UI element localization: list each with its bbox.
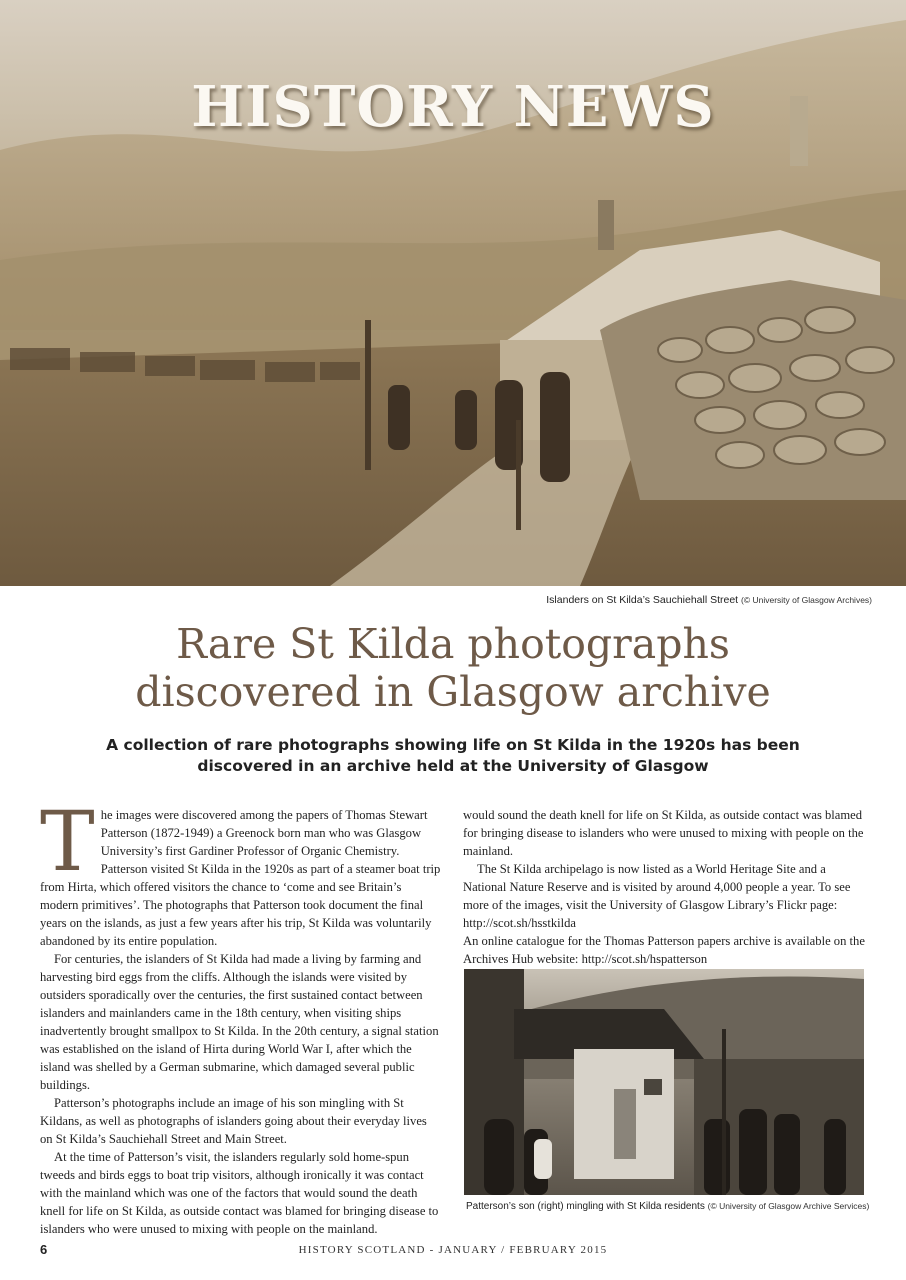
page-number: 6	[40, 1242, 48, 1257]
inset-photo	[464, 969, 864, 1195]
headline-line-2: discovered in Glasgow archive	[135, 668, 771, 716]
article-paragraph-5: The St Kilda archipelago is now listed as a World Heritage Site and a National Nature Reserve and is visited by around 4,000 people a year. To see more of the images, visit the University of Glasgow Library’s Flickr page: http://scot.sh/hsstkilda	[463, 862, 851, 930]
publication-footer: HISTORY SCOTLAND - JANUARY / FEBRUARY 2015	[298, 1244, 608, 1256]
drop-cap: T	[40, 795, 95, 890]
inset-caption-text: Patterson’s son (right) mingling with St Kilda residents	[466, 1201, 705, 1212]
article-standfirst	[50, 735, 856, 777]
inset-photo-caption	[466, 1201, 869, 1212]
masthead-title: HISTORY NEWS	[191, 74, 715, 140]
article-paragraph-1	[40, 795, 442, 950]
headline-line-1: Rare St Kilda photographs	[176, 620, 730, 668]
standfirst-line-2: discovered in an archive held at the University of Glasgow	[197, 757, 709, 775]
standfirst-line-1: A collection of rare photographs showing life on St Kilda in the 1920s has been	[106, 736, 800, 754]
article-paragraph-3: Patterson’s photographs include an image of his son mingling with St Kildans, as well as photographs of islanders going about their everyday lives on St Kilda’s Sauchiehall Street and Main Street.	[40, 1096, 427, 1146]
hero-caption-credit: (© University of Glasgow Archives)	[741, 595, 872, 605]
hero-photo	[0, 0, 906, 586]
article-headline	[40, 620, 866, 716]
article-column-left	[40, 795, 442, 1236]
article-paragraph-4-continued: would sound the death knell for life on St Kilda, as outside contact was blamed for bringing disease to islanders who were unused to mixing with people on the mainland.	[463, 808, 864, 858]
hero-caption	[546, 594, 872, 606]
article-column-right	[463, 806, 865, 968]
article-paragraph-6: An online catalogue for the Thomas Patterson papers archive is available on the Archives Hub website: http://scot.sh/hspatterson	[463, 934, 865, 966]
article-paragraph-4: At the time of Patterson’s visit, the islanders regularly sold home-spun tweeds and birds eggs to boat trip visitors, although ironically it was contact with the mainland which was one of the factors that would sound the death knell for life on St Kilda, as outside contact was blamed for bringing disease to islanders who were unused to mixing with people on the mainland.	[40, 1150, 439, 1236]
paragraph-1-text: he images were discovered among the papers of Thomas Stewart Patterson (1872-1949) a Greenock born man who was Glasgow University’s first Gardiner Professor of Organic Chemistry. Patterson visited St Kilda in the 1920s as part of a steamer boat trip from Hirta, which offered visitors the chance to ‘come and see Britain’s modern primitives’. The photographs that Patterson took document the final years on the islands, as just a few years after his trip, St Kilda was voluntarily abandoned by its entire population.	[40, 808, 441, 948]
inset-caption-credit: (© University of Glasgow Archive Services)	[707, 1201, 870, 1211]
inset-photo-illustration	[464, 969, 864, 1195]
hero-caption-text: Islanders on St Kilda’s Sauchiehall Street	[546, 594, 739, 606]
article-paragraph-2: For centuries, the islanders of St Kilda had made a living by farming and harvesting bird eggs from the cliffs. Although the islands were visited by outsiders sporadically over the centuries, the first sustained contact between islanders and mainlanders came in the 18th century, when visiting ships inadvertently brought smallpox to St Kilda. In the 20th century, a signal station was established on the island of Hirta during World War I, after which the island was shelled by a German submarine, which damaged several public buildings.	[40, 952, 439, 1092]
